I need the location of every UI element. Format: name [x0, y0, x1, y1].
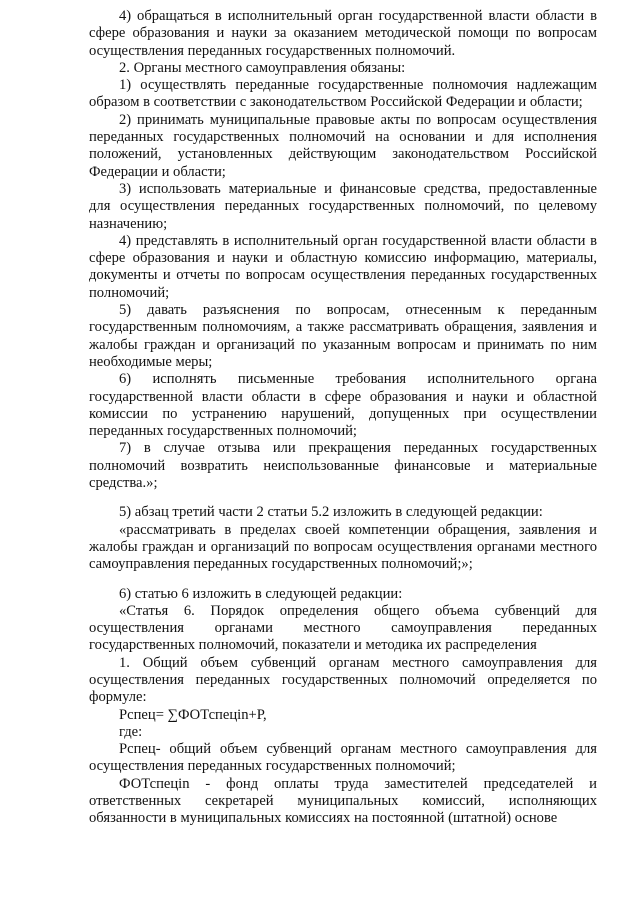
paragraph-article-6-clause-1: 1. Общий объем субвенций органам местного самоуправления для осуществления переданных государственных полномочий определяется по формуле:: [89, 654, 597, 706]
paragraph-obligation-3: 3) использовать материальные и финансовые средства, предоставленные для осуществления переданных государственных полномочий, по целевому назначению;: [89, 180, 597, 232]
paragraph-where: где:: [119, 723, 143, 740]
paragraph-item-4-methodical-help: 4) обращаться в исполнительный орган государственной власти области в сфере образования и науки за оказанием методической помощи по вопросам осуществления переданных государственных полномочий.: [89, 8, 597, 59]
formula: Рспец= ∑ФОТспецin+Р,: [119, 706, 267, 723]
paragraph-obligation-2: 2) принимать муниципальные правовые акты по вопросам осуществления переданных государственных полномочий на основании и для исполнения положений, установленных действующим законодательством Российской Федерации и области;: [89, 111, 597, 180]
document-page: [89, 8, 597, 828]
paragraph-obligation-5: 5) давать разъяснения по вопросам, отнесенным к переданным государственным полномочиям, а также рассматривать обращения, заявления и жалобы граждан и организаций по указанным вопросам и принимать по ним необходимые меры;: [89, 302, 597, 370]
paragraph-obligations-heading: 2. Органы местного самоуправления обязаны:: [119, 59, 406, 76]
paragraph-amendment-6: 6) статью 6 изложить в следующей редакции:: [119, 585, 403, 602]
paragraph-obligation-1: 1) осуществлять переданные государственные полномочия надлежащим образом в соответствии с законодательством Российской Федерации и области;: [89, 77, 597, 111]
paragraph-obligation-7: 7) в случае отзыва или прекращения переданных государственных полномочий возвратить неиспользованные финансовые и материальные средства.»;: [89, 440, 597, 492]
paragraph-definition-fotspec: ФОТспецin - фонд оплаты труда заместителей председателей и ответственных секретарей муниципальных комиссий, исполняющих обязанности в муниципальных комиссиях на постоянной (штатной) основе: [89, 775, 597, 827]
paragraph-obligation-4: 4) представлять в исполнительный орган государственной власти области в сфере образования и науки и областную комиссию информацию, материалы, документы и отчеты по вопросам осуществления переданных государственных полномочий;: [89, 232, 597, 301]
paragraph-amendment-5: 5) абзац третий части 2 статьи 5.2 изложить в следующей редакции:: [119, 504, 543, 521]
paragraph-amendment-5-text: «рассматривать в пределах своей компетенции обращения, заявления и жалобы граждан и организаций по вопросам осуществления органами местного самоуправления переданных государственных полномочий;»;: [89, 521, 597, 573]
paragraph-obligation-6: 6) исполнять письменные требования исполнительного органа государственной власти области в сфере образования и науки и областной комиссии по устранению нарушений, допущенных при осуществлении переданных государственных полномочий;: [89, 371, 597, 440]
paragraph-article-6-title: «Статья 6. Порядок определения общего объема субвенций для осуществления органами местного самоуправления переданных государственных полномочий, показатели и методика их распределения: [89, 602, 597, 654]
paragraph-definition-rspec: Рспец- общий объем субвенций органам местного самоуправления для осуществления переданных государственных полномочий;: [89, 741, 597, 775]
